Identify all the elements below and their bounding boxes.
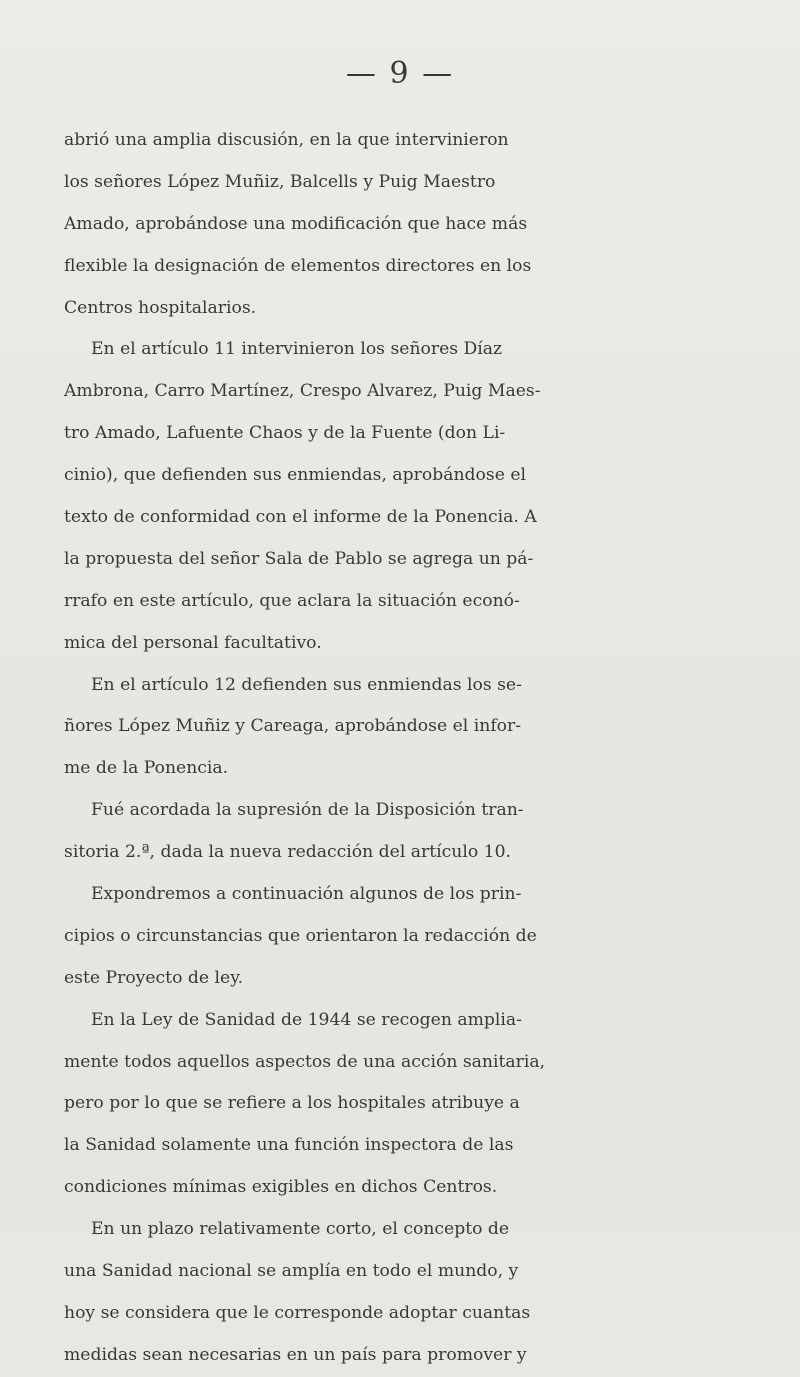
text-line: flexible la designación de elementos directores en los <box>64 255 532 276</box>
text-line: la propuesta del señor Sala de Pablo se agrega un pá- <box>64 548 534 569</box>
text-line: tro Amado, Lafuente Chaos y de la Fuente (don Li- <box>64 423 506 444</box>
text-line: Fué acordada la supresión de la Disposición tran- <box>91 800 524 821</box>
page-number: — 9 — <box>345 56 455 91</box>
text-line: este Proyecto de ley. <box>64 967 244 988</box>
text-line: En el artículo 12 defienden sus enmiendas los se- <box>91 674 522 695</box>
text-line: Amado, aprobándose una modificación que hace más <box>64 213 528 234</box>
text-line: cipios o circunstancias que orientaron la redacción de <box>64 925 537 946</box>
text-line: mica del personal facultativo. <box>64 632 322 653</box>
text-line: En la Ley de Sanidad de 1944 se recogen amplia- <box>91 1009 522 1030</box>
text-line: mente todos aquellos aspectos de una acción sanitaria, <box>64 1051 546 1072</box>
text-line: los señores López Muñiz, Balcells y Puig Maestro <box>64 171 496 192</box>
text-line: Expondremos a continuación algunos de los prin- <box>91 884 522 905</box>
text-line: ñores López Muñiz y Careaga, aprobándose el infor- <box>64 716 522 737</box>
text-line: Ambrona, Carro Martínez, Crespo Alvarez, Puig Maes- <box>64 381 541 402</box>
text-line: condiciones mínimas exigibles en dichos Centros. <box>64 1177 498 1198</box>
text-line: rrafo en este artículo, que aclara la situación econó- <box>64 590 520 611</box>
text-line: En el artículo 11 intervinieron los señores Díaz <box>91 339 503 360</box>
body-text <box>64 120 800 1377</box>
text-line: cinio), que defienden sus enmiendas, aprobándose el <box>64 465 527 486</box>
text-line: la Sanidad solamente una función inspectora de las <box>64 1135 514 1156</box>
text-line: abrió una amplia discusión, en la que intervinieron <box>64 130 509 150</box>
text-line: Centros hospitalarios. <box>64 297 257 318</box>
text-line: medidas sean necesarias en un país para promover y <box>64 1344 527 1365</box>
text-line: texto de conformidad con el informe de la Ponencia. A <box>64 507 537 528</box>
text-line: pero por lo que se refiere a los hospitales atribuye a <box>64 1093 520 1114</box>
text-line: sitoria 2.ª, dada la nueva redacción del artículo 10. <box>64 842 511 863</box>
text-line: hoy se considera que le corresponde adoptar cuantas <box>64 1302 531 1323</box>
text-line: En un plazo relativamente corto, el concepto de <box>91 1219 510 1240</box>
text-line: me de la Ponencia. <box>64 758 229 779</box>
text-line: una Sanidad nacional se amplía en todo el mundo, y <box>64 1261 519 1282</box>
